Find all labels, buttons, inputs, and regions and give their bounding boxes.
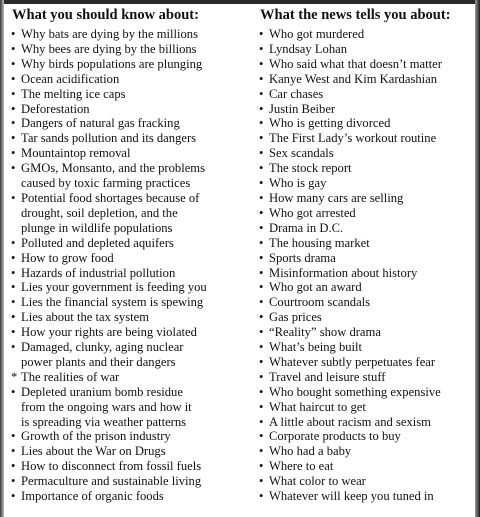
bullet-icon: •	[11, 384, 16, 399]
list-item-text: Misinformation about history	[269, 265, 418, 280]
right-item-list	[259, 27, 474, 504]
list-item-text: from the ongoing wars and how it	[21, 399, 192, 414]
bullet-icon: •	[11, 340, 16, 355]
list-item	[259, 415, 474, 430]
left-item-list	[11, 27, 256, 504]
list-item-text: How to disconnect from fossil fuels	[21, 459, 202, 474]
list-item	[259, 474, 474, 489]
bullet-icon: •	[259, 414, 264, 429]
bullet-icon: •	[259, 27, 264, 41]
bullet-icon: •	[11, 265, 16, 280]
bullet-icon: •	[259, 280, 264, 295]
bullet-icon: •	[259, 459, 264, 474]
bullet-icon: •	[259, 354, 264, 369]
list-item	[11, 474, 256, 489]
list-item-text: Who got arrested	[269, 205, 356, 220]
bullet-icon: •	[11, 56, 16, 71]
list-item-text: Lies the financial system is spewing	[21, 295, 204, 310]
list-item-text: caused by toxic farming practices	[21, 176, 191, 191]
left-border	[0, 0, 4, 517]
bullet-icon: •	[259, 116, 264, 131]
top-border	[0, 0, 480, 4]
bullet-icon: •	[11, 190, 16, 205]
bullet-icon: •	[11, 429, 16, 444]
list-item	[11, 251, 256, 266]
bullet-icon: •	[259, 474, 264, 489]
bullet-icon: •	[11, 295, 16, 310]
bullet-icon: •	[259, 205, 264, 220]
list-item-text: Kanye West and Kim Kardashian	[269, 71, 438, 86]
list-item-text: Who bought something expensive	[269, 384, 441, 399]
list-item-text: Courtroom scandals	[269, 295, 371, 310]
list-item-text: Depleted uranium bomb residue	[21, 384, 183, 399]
list-item-text: The melting ice caps	[21, 86, 126, 101]
right-column-heading: What the news tells you about:	[260, 7, 451, 23]
list-item	[259, 489, 474, 504]
list-item	[259, 325, 474, 340]
bullet-icon: •	[259, 429, 264, 444]
bullet-icon: •	[11, 310, 16, 325]
list-item-text: Lies about the War on Drugs	[21, 444, 166, 459]
list-item-text: Lies your government is feeding you	[21, 280, 207, 295]
bullet-icon: •	[11, 161, 16, 176]
list-item	[259, 146, 474, 161]
list-item-text: Importance of organic foods	[21, 489, 164, 504]
list-item	[259, 280, 474, 295]
bullet-icon: •	[11, 444, 16, 459]
list-item	[11, 325, 256, 340]
list-item	[259, 370, 474, 385]
list-item-text: Who got an award	[269, 280, 362, 295]
list-item-text: GMOs, Monsanto, and the problems	[21, 161, 205, 176]
bullet-icon: •	[259, 161, 264, 176]
bullet-icon: •	[11, 131, 16, 146]
list-item-text: Sports drama	[269, 250, 336, 265]
bullet-icon: •	[259, 190, 264, 205]
list-item	[259, 206, 474, 221]
list-item-text: Dangers of natural gas fracking	[21, 116, 180, 131]
bullet-icon: •	[11, 325, 16, 340]
bullet-icon: •	[259, 325, 264, 340]
list-item-text: Deforestation	[21, 101, 90, 116]
list-item	[259, 266, 474, 281]
list-item	[259, 444, 474, 459]
list-item	[11, 236, 256, 251]
list-item	[259, 221, 474, 236]
list-item	[259, 116, 474, 131]
list-item	[11, 87, 256, 102]
list-item-text: The realities of war	[21, 369, 120, 384]
list-item	[259, 57, 474, 72]
list-item	[259, 251, 474, 266]
list-item	[259, 340, 474, 355]
list-item-text: Drama in D.C.	[269, 220, 344, 235]
list-item	[11, 102, 256, 117]
list-item	[259, 459, 474, 474]
bullet-icon: •	[11, 459, 16, 474]
list-item-text: A little about racism and sexism	[269, 414, 431, 429]
list-item-text: Growth of the prison industry	[21, 429, 171, 444]
list-item-text: Who had a baby	[269, 444, 352, 459]
list-item-text: Mountaintop removal	[21, 146, 131, 161]
list-item-text: Ocean acidification	[21, 71, 120, 86]
list-item-text: Permaculture and sustainable living	[21, 474, 202, 489]
list-item	[11, 191, 256, 236]
bullet-icon: •	[259, 250, 264, 265]
bullet-icon: •	[259, 56, 264, 71]
list-item	[259, 87, 474, 102]
list-item-text: drought, soil depletion, and the	[21, 205, 178, 220]
list-item-text: Who got murdered	[269, 27, 365, 41]
list-item-text: Whatever subtly perpetuates fear	[269, 354, 436, 369]
bullet-icon: •	[11, 27, 16, 41]
list-item-text: How to grow food	[21, 250, 114, 265]
list-item-text: Where to eat	[269, 459, 334, 474]
list-item-text: Lyndsay Lohan	[269, 41, 347, 56]
bullet-icon: *	[11, 369, 18, 384]
list-item	[11, 57, 256, 72]
bullet-icon: •	[11, 250, 16, 265]
bullet-icon: •	[11, 489, 16, 504]
list-item-text: Car chases	[269, 86, 324, 101]
list-item-text: How many cars are selling	[269, 190, 404, 205]
bullet-icon: •	[259, 399, 264, 414]
bullet-icon: •	[259, 295, 264, 310]
bullet-icon: •	[259, 489, 264, 504]
bullet-icon: •	[11, 280, 16, 295]
list-item-text: Lies about the tax system	[21, 310, 150, 325]
list-item-text: is spreading via weather patterns	[21, 414, 187, 429]
list-item-text: Corporate products to buy	[269, 429, 401, 444]
list-item	[11, 340, 256, 370]
list-item-text: Polluted and depleted aquifers	[21, 235, 174, 250]
list-item	[11, 131, 256, 146]
list-item-text: power plants and their dangers	[21, 354, 176, 369]
list-item	[259, 42, 474, 57]
list-item	[11, 385, 256, 430]
list-item-text: Hazards of industrial pollution	[21, 265, 176, 280]
bullet-icon: •	[259, 384, 264, 399]
list-item-text: Why bats are dying by the millions	[21, 27, 198, 41]
bullet-icon: •	[259, 220, 264, 235]
bullet-icon: •	[11, 116, 16, 131]
list-item-text: Damaged, clunky, aging nuclear	[21, 340, 184, 355]
bullet-icon: •	[11, 101, 16, 116]
list-item-text: Why birds populations are plunging	[21, 56, 203, 71]
list-item	[11, 27, 256, 42]
list-item-text: What haircut to get	[269, 399, 366, 414]
right-column	[259, 6, 474, 504]
list-item	[11, 489, 256, 504]
right-border	[475, 0, 480, 517]
list-item-text: The housing market	[269, 235, 370, 250]
list-item-text: Sex scandals	[269, 146, 334, 161]
list-item-text: Why bees are dying by the billions	[21, 41, 197, 56]
list-item-text: The stock report	[269, 161, 352, 176]
list-item-text: What color to wear	[269, 474, 366, 489]
list-item	[11, 444, 256, 459]
list-item-text: Travel and leisure stuff	[269, 369, 386, 384]
bullet-icon: •	[11, 146, 16, 161]
list-item	[11, 310, 256, 325]
bullet-icon: •	[259, 265, 264, 280]
list-item	[259, 102, 474, 117]
bullet-icon: •	[259, 310, 264, 325]
list-item-text: Whatever will keep you tuned in	[269, 489, 434, 504]
list-item	[259, 355, 474, 370]
bullet-icon: •	[11, 86, 16, 101]
list-item	[11, 266, 256, 281]
bullet-icon: •	[259, 71, 264, 86]
bullet-icon: •	[11, 474, 16, 489]
list-item	[11, 72, 256, 87]
bullet-icon: •	[11, 235, 16, 250]
list-item	[259, 295, 474, 310]
bullet-icon: •	[259, 444, 264, 459]
list-item-text: Tar sands pollution and its dangers	[21, 131, 197, 146]
list-item	[11, 42, 256, 57]
bullet-icon: •	[259, 101, 264, 116]
list-item	[11, 116, 256, 131]
bullet-icon: •	[11, 41, 16, 56]
bullet-icon: •	[259, 176, 264, 191]
list-item	[259, 236, 474, 251]
list-item	[259, 176, 474, 191]
list-item-text: The First Lady’s workout routine	[269, 131, 437, 146]
list-item-text: plunge in wildlife populations	[21, 220, 173, 235]
list-item-text: “Reality” show drama	[269, 325, 381, 340]
list-item-text: Who said what that doesn’t matter	[269, 56, 442, 71]
list-item	[11, 146, 256, 161]
list-item-text: Potential food shortages because of	[21, 190, 200, 205]
list-item	[259, 400, 474, 415]
list-item	[259, 27, 474, 42]
left-column-heading: What you should know about:	[12, 7, 199, 23]
list-item-text: Who is gay	[269, 176, 327, 191]
list-item	[11, 370, 256, 385]
bullet-icon: •	[11, 71, 16, 86]
list-item	[259, 72, 474, 87]
bullet-icon: •	[259, 235, 264, 250]
bullet-icon: •	[259, 86, 264, 101]
list-item-text: Gas prices	[269, 310, 322, 325]
list-item-text: Justin Beiber	[269, 101, 336, 116]
list-item	[259, 131, 474, 146]
list-item	[11, 161, 256, 191]
list-item	[259, 161, 474, 176]
list-item	[259, 385, 474, 400]
left-column	[11, 6, 256, 504]
list-item-text: What’s being built	[269, 340, 363, 355]
bullet-icon: •	[259, 369, 264, 384]
list-item	[11, 429, 256, 444]
bullet-icon: •	[259, 340, 264, 355]
list-item	[259, 191, 474, 206]
bullet-icon: •	[259, 131, 264, 146]
list-item	[259, 429, 474, 444]
list-item	[11, 280, 256, 295]
list-item-text: How your rights are being violated	[21, 325, 197, 340]
bullet-icon: •	[259, 41, 264, 56]
list-item	[11, 295, 256, 310]
list-item	[259, 310, 474, 325]
bullet-icon: •	[259, 146, 264, 161]
list-item	[11, 459, 256, 474]
list-item-text: Who is getting divorced	[269, 116, 391, 131]
